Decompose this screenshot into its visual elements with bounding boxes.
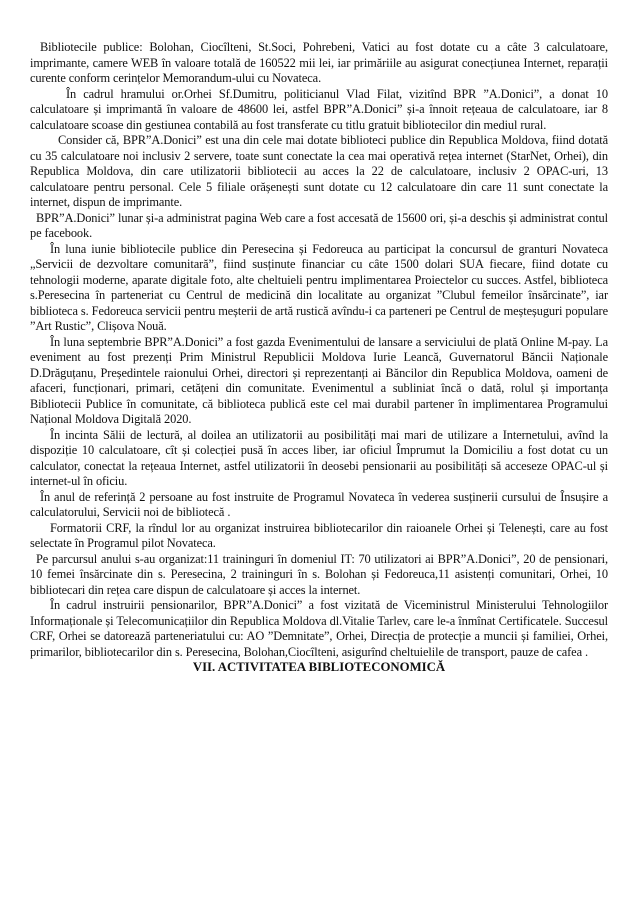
paragraph-hram-donatie: În cadrul hramului or.Orhei Sf.Dumitru, politicianul Vlad Filat, vizitînd BPR ”A.Donici”, a donat 10 calculatoare și imprimantă în valoare de 48600 lei, astfel BPR”A.Donici” și-a înnoit rețeaua de calculatoare, iar 8 calculatoare scoase din gestiunea contabilă au fost transferate cu titlu gratuit bibliotecilor din mediul rural.	[30, 86, 608, 132]
paragraph-instruire-pensionari: În cadrul instruirii pensionarilor, BPR”A.Donici” a fost vizitată de Viceministrul Ministerului Tehnologiilor Informaționale și Telecomunicațiilor din Republica Moldova dl.Vitalie Tarlev, care le-a înmînat Certificatele. Succesul CRF, Orhei se datorează parteneriatului cu: AO ”Demnitate”, Orhei, Direcția de protecție a muncii și familiei, Orhei, primarilor, bibliotecarilor din s. Peresecina, Bolohan,Ciocîlteni, asigurînd cheltuielile de transport, pauze de cafea .	[30, 598, 608, 659]
paragraph-sala-lectura: În incinta Sălii de lectură, al doilea an utilizatorii au posibilități mai mari de utilizare a Internetului, avînd la dispoziție 10 calculatoare, cît și colecției pusă în acces liber, iar oficiul Împrumut la Domiciliu a fost dotat cu un calculator, conectat la rețeaua Internet, astfel utilizatorii în deosebi pensionarii au posibilități să acceseze OPAC-ul și internet-ul în oficiu.	[30, 427, 608, 488]
paragraph-dotare-biblioteci: Bibliotecile publice: Bolohan, Ciocîlteni, St.Soci, Pohrebeni, Vatici au fost dotate cu a câte 3 calculatoare, imprimante, camere WEB în valoare totală de 160522 mii lei, iar primăriile au asigurat conecțiunea Internet, reparații curente conform cerințelor Memorandum-ului cu Novateca.	[30, 40, 608, 85]
paragraph-dotare-bpr: Consider că, BPR”A.Donici” est una din cele mai dotate biblioteci publice din Republica Moldova, fiind dotată cu 35 calculatoare noi inclusiv 2 servere, toate sunt conectate la cea mai operativă rețea internet (StarNet, Orhei), din Republica Moldova, din care utilizatorii bibliotecii au acces la 22 de calculatoare, inclusiv 2 OPAC-uri, 13 calculatoare pentru personal. Cele 5 filiale orășenești sunt dotate cu 12 calculatoare din care 11 sunt conectate la internet, dispun de imprimante.	[30, 133, 608, 209]
paragraph-traininguri: Pe parcursul anului s-au organizat:11 traininguri în domeniul IT: 70 utilizatori ai BPR”A.Donici”, 20 de pensionari, 10 femei însărcinate din s. Peresecina, 2 traininguri în s. Bolohan și Fedoreuca,11 asistenți comunitari, Orhei, 10 bibliotecari din rețea care dispun de calculatoare și acces la internet.	[30, 551, 608, 597]
paragraph-granturi-novateca: În luna iunie bibliotecile publice din Peresecina și Fedoreuca au participat la concursul de granturi Novateca „Servicii de dezvoltare comunitară”, fiind susținute financiar cu câte 1500 dolari SUA fiecare, fiind dotate cu tehnologii moderne, aparate digitale foto, alte cheltuieli pentru implimentarea Proiectelor cu succes. Astfel, biblioteca s.Peresecina în parteneriat cu Centrul de medicină din localitate au organizat ”Clubul femeilor însărcinate”, iar biblioteca s. Fedoreuca servicii pentru meșterii de artă rustică avîndu-i ca parteneri pe Centrul de meșteșuguri populare ”Art Rustic”, Clișova Nouă.	[30, 241, 608, 333]
section-heading: VII. ACTIVITATEA BIBLIOTECONOMICĂ	[192, 660, 446, 674]
paragraph-instruire-persoane: În anul de referință 2 persoane au fost instruite de Programul Novateca în vederea susținerii cursului de Însușire a calculatorului, Servicii noi de bibliotecă .	[30, 489, 608, 519]
paragraph-eveniment-mpay: În luna septembrie BPR”A.Donici” a fost gazda Evenimentului de lansare a serviciului de plată Online M-pay. La eveniment au fost prezenți Prim Ministrul Republicii Moldova Iurie Leancă, Guvernatorul Băncii Naționale D.Drăguțanu, Președintele raionului Orhei, directori și reprezentanți ai Băncilor din Republica Moldova, oameni de afaceri, funcționari, primari, cetățeni din comunitate. Evenimentul a subliniat încă o dată, rolul și importanța Bibliotecii Publice în comunitate, că biblioteca publică este cel mai durabil partener în implimentarea Programului Național Moldova Digitală 2020.	[30, 334, 608, 426]
paragraph-pagina-web: BPR”A.Donici” lunar și-a administrat pagina Web care a fost accesată de 15600 ori, și-a deschis și administrat contul pe facebook.	[30, 210, 608, 240]
document-page	[30, 40, 608, 676]
paragraph-formatori-crf: Formatorii CRF, la rîndul lor au organizat instruirea bibliotecarilor din raioanele Orhei și Telenești, care au fost selectate în Programul pilot Novateca.	[30, 520, 608, 550]
